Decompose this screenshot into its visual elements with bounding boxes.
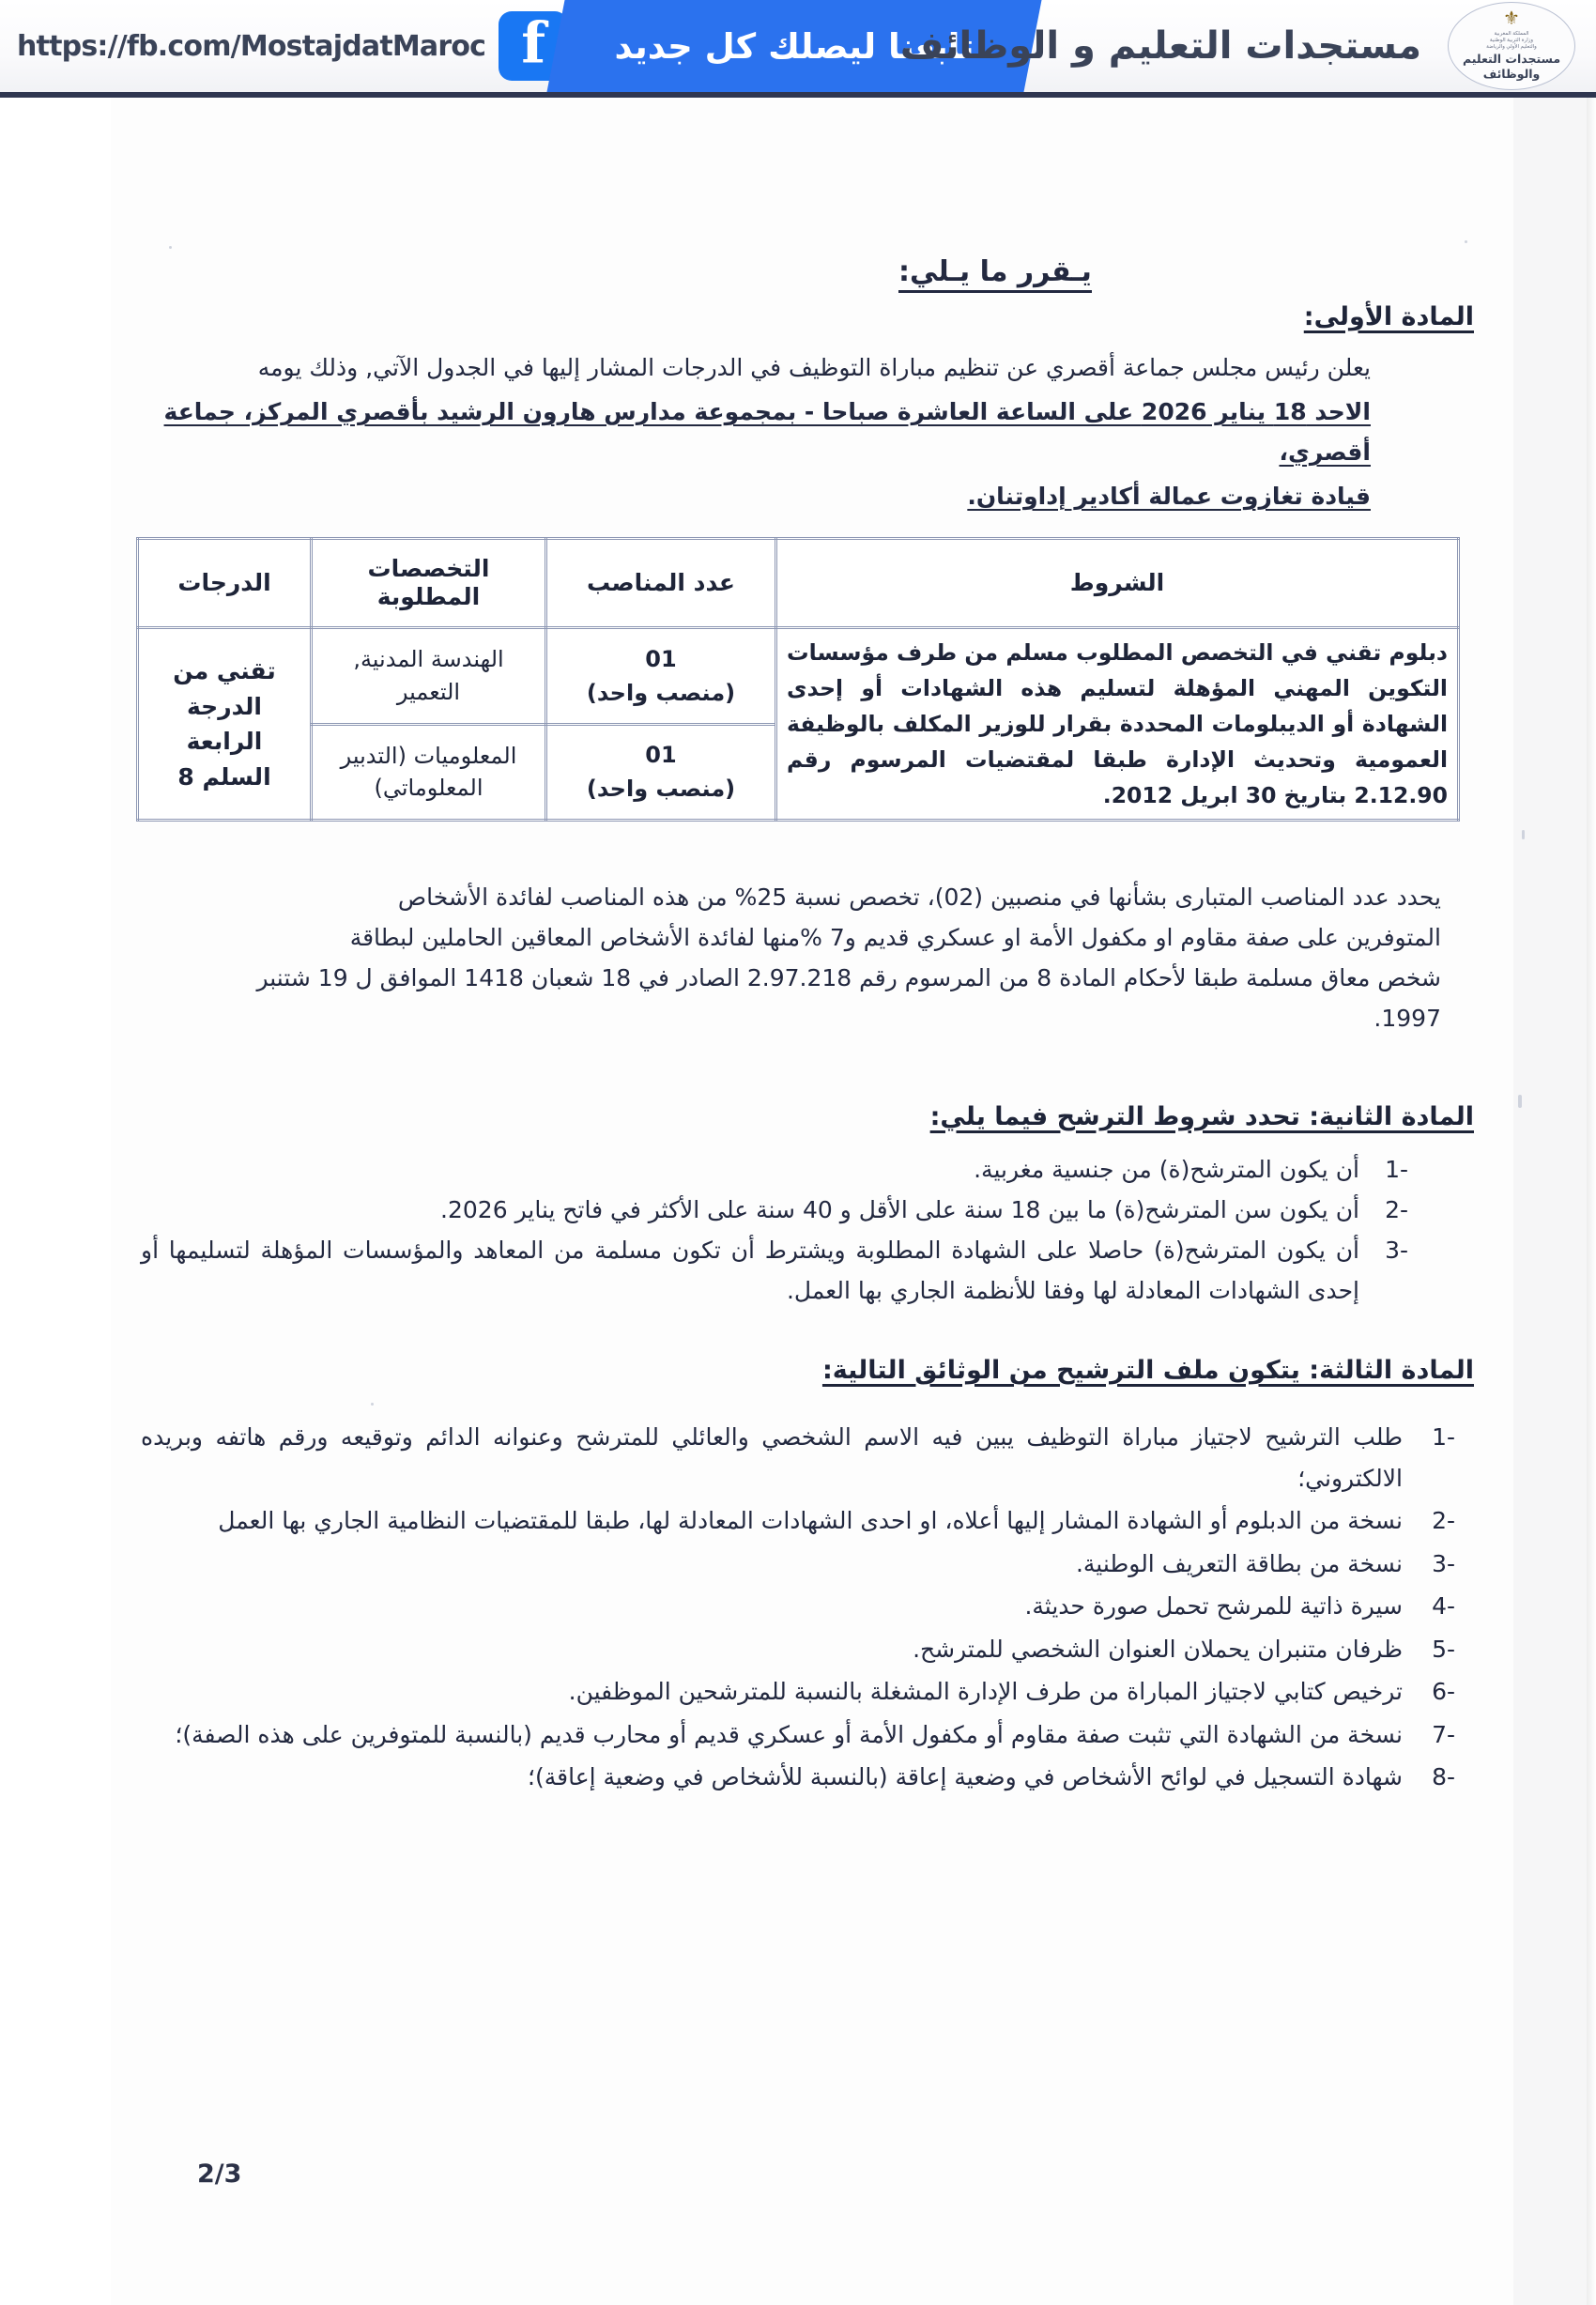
list-item [141, 1629, 1455, 1670]
table-cell-grade: تقني من الدرجة الرابعة السلم 8 [138, 628, 312, 821]
table-cell-specialty-1: الهندسة المدنية, التعمير [312, 628, 546, 725]
quota-line4: 1997. [1373, 1005, 1441, 1032]
count-value-2: 01 [645, 742, 677, 769]
table-row [138, 628, 1459, 725]
list-item [141, 1190, 1408, 1230]
site-promo-banner [0, 0, 1596, 98]
scan-speckle [1518, 1095, 1522, 1108]
table-header-grades: الدرجات [138, 539, 312, 628]
list-item [141, 1544, 1455, 1585]
page-number: 2/3 [197, 2159, 242, 2189]
list-item [141, 1757, 1455, 1798]
seal-label-line1: مستجدات التعليم [1462, 51, 1561, 66]
facebook-url-text[interactable]: https://fb.com/MostajdatMaroc [17, 29, 486, 63]
facebook-link-block[interactable] [17, 6, 568, 86]
scan-speckle [371, 1403, 374, 1406]
list-item-number: -1 [1432, 1423, 1455, 1451]
list-item-number: -1 [1385, 1156, 1408, 1183]
table-header-conditions: الشروط [776, 539, 1459, 628]
list-item-number: -4 [1432, 1592, 1455, 1620]
list-item-number: -3 [1432, 1549, 1455, 1577]
table-header-row [138, 539, 1459, 628]
table-header-count: عدد المناصب [546, 539, 776, 628]
list-item-text: نسخة من بطاقة التعريف الوطنية. [1075, 1549, 1403, 1577]
article2-conditions-list [141, 1149, 1408, 1311]
count-note-1: (منصب واحد) [586, 679, 736, 706]
scanned-document-page [0, 98, 1596, 2305]
quota-line2: المتوفرين على صفة مقاوم او مكفول الأمة او عسكري قديم و7 %منها لفائدة الأشخاص المعاقين الحاملين لبطاقة [349, 924, 1441, 951]
article1-heading: المادة الأولى: [1303, 302, 1474, 331]
site-seal-logo [1448, 2, 1575, 90]
site-name-text: مستجدات التعليم و الوظائف [899, 24, 1421, 68]
quota-line3: شخص معاق مسلمة طبقا لأحكام المادة 8 من المرسوم رقم 2.97.218 الصادر في 18 شعبان 1418 الموافق ل 19 شتنبر [256, 964, 1441, 991]
table-cell-count-1 [546, 628, 776, 725]
list-item-number: -2 [1385, 1196, 1408, 1223]
article1-line2: الاحد 18 يناير 2026 على الساعة العاشرة صباحا - بمجموعة مدارس هارون الرشيد بأقصري المركز، جماعة أقصري، [163, 398, 1371, 466]
scan-edge-shadow [1587, 98, 1596, 2305]
positions-table [136, 537, 1460, 822]
decision-title-text: يـقرر ما يـلي: [898, 255, 1092, 293]
count-value-1: 01 [645, 645, 677, 672]
article1-body [131, 347, 1371, 516]
list-item-text: ترخيص كتابي لاجتياز المباراة من طرف الإدارة المشغلة بالنسبة للمترشحين الموظفين. [568, 1678, 1403, 1705]
list-item-number: -7 [1432, 1720, 1455, 1748]
article1-line1: يعلن رئيس مجلس جماعة أقصري عن تنظيم مباراة التوظيف في الدرجات المشار إليها في الجدول الآتي, وذلك يومه [257, 354, 1371, 381]
list-item-number: -5 [1432, 1635, 1455, 1663]
decision-title [0, 255, 1596, 288]
slogan-text: تابعنا ليصلك كل جديد [614, 25, 974, 67]
table-header-specialties: التخصصات المطلوبة [312, 539, 546, 628]
moroccan-crest-icon: ⚜ [1503, 8, 1520, 29]
scan-speckle [1522, 830, 1525, 839]
article3-heading: المادة الثالثة: يتكون ملف الترشيح من الوثائق التالية: [821, 1356, 1474, 1385]
list-item-text: شهادة التسجيل في لوائح الأشخاص في وضعية إعاقة (بالنسبة للأشخاص في وضعية إعاقة)؛ [528, 1763, 1403, 1790]
article3-documents-list [141, 1417, 1455, 1800]
list-item [141, 1230, 1408, 1311]
list-item [141, 1671, 1455, 1713]
quota-line1: يحدد عدد المناصب المتبارى بشأنها في منصبين (02)، تخصص نسبة 25% من هذه المناصب لفائدة الأشخاص [397, 884, 1441, 911]
seal-ministry-text: المملكة المغربية وزارة التربية الوطنية والتعليم الأولي والرياضة [1486, 31, 1537, 50]
list-item-number: -3 [1385, 1237, 1408, 1264]
article2-heading: المادة الثانية: تحدد شروط الترشح فيما يلي: [929, 1102, 1474, 1131]
list-item-number: -8 [1432, 1763, 1455, 1790]
count-note-2: (منصب واحد) [586, 776, 736, 803]
scan-speckle [1465, 240, 1467, 243]
table-cell-specialty-2: المعلوميات (التدبير المعلوماتي) [312, 724, 546, 821]
positions-table-wrapper [136, 537, 1460, 822]
list-item [141, 1417, 1455, 1498]
list-item [141, 1714, 1455, 1756]
article1-line3: قيادة تغازوت عمالة أكادير إداوتنان. [967, 483, 1371, 510]
table-cell-conditions: دبلوم تقني في التخصص المطلوب مسلم من طرف مؤسسات التكوين المهني المؤهلة لتسليم هذه الشهادات أو إحدى الشهادة أو الديبلومات المحددة بقرار للوزير المكلف بالوظيفة العمومية وتحديث الإدارة طبقا لمقتضيات المرسوم رقم 2.12.90 بتاريخ 30 ابريل 2012. [776, 628, 1459, 821]
quota-paragraph [136, 877, 1441, 1038]
list-item [141, 1500, 1455, 1542]
list-item-text: أن يكون سن المترشح(ة) ما بين 18 سنة على الأقل و 40 سنة على الأكثر في فاتح يناير 2026. [440, 1196, 1359, 1223]
list-item-number: -6 [1432, 1678, 1455, 1705]
list-item-text: أن يكون المترشح(ة) حاصلا على الشهادة المطلوبة ويشترط أن تكون مسلمة من المعاهد والمؤسسات المؤهلة لتسليمها أو إحدى الشهادات المعادلة لها وفقا للأنظمة الجاري بها العمل. [141, 1237, 1359, 1304]
list-item-text: نسخة من الشهادة التي تثبت صفة مقاوم أو مكفول الأمة أو عسكري قديم أو محارب قديم (بالنسبة للمتوفرين على هذه الصفة)؛ [175, 1720, 1403, 1748]
table-cell-count-2 [546, 724, 776, 821]
list-item-text: أن يكون المترشح(ة) من جنسية مغربية. [974, 1156, 1359, 1183]
seal-label-line2: والوظائف [1482, 67, 1541, 81]
scan-speckle [169, 246, 172, 249]
list-item [141, 1586, 1455, 1627]
list-item-text: سيرة ذاتية للمرشح تحمل صورة حديثة. [1024, 1592, 1403, 1620]
list-item-text: طلب الترشيح لاجتياز مباراة التوظيف يبين فيه الاسم الشخصي والعائلي للمترشح وعنوانه الدائم وتوقيعه ورقم هاتفه وبريده الالكتروني؛ [141, 1423, 1403, 1492]
list-item-text: نسخة من الدبلوم أو الشهادة المشار إليها أعلاه، او احدى الشهادات المعادلة لها، طبقا للمقتضيات النظامية الجاري بها العمل [218, 1507, 1403, 1534]
list-item [141, 1149, 1408, 1190]
list-item-text: ظرفان متنبران يحملان العنوان الشخصي للمترشح. [913, 1635, 1403, 1663]
list-item-number: -2 [1432, 1507, 1455, 1534]
